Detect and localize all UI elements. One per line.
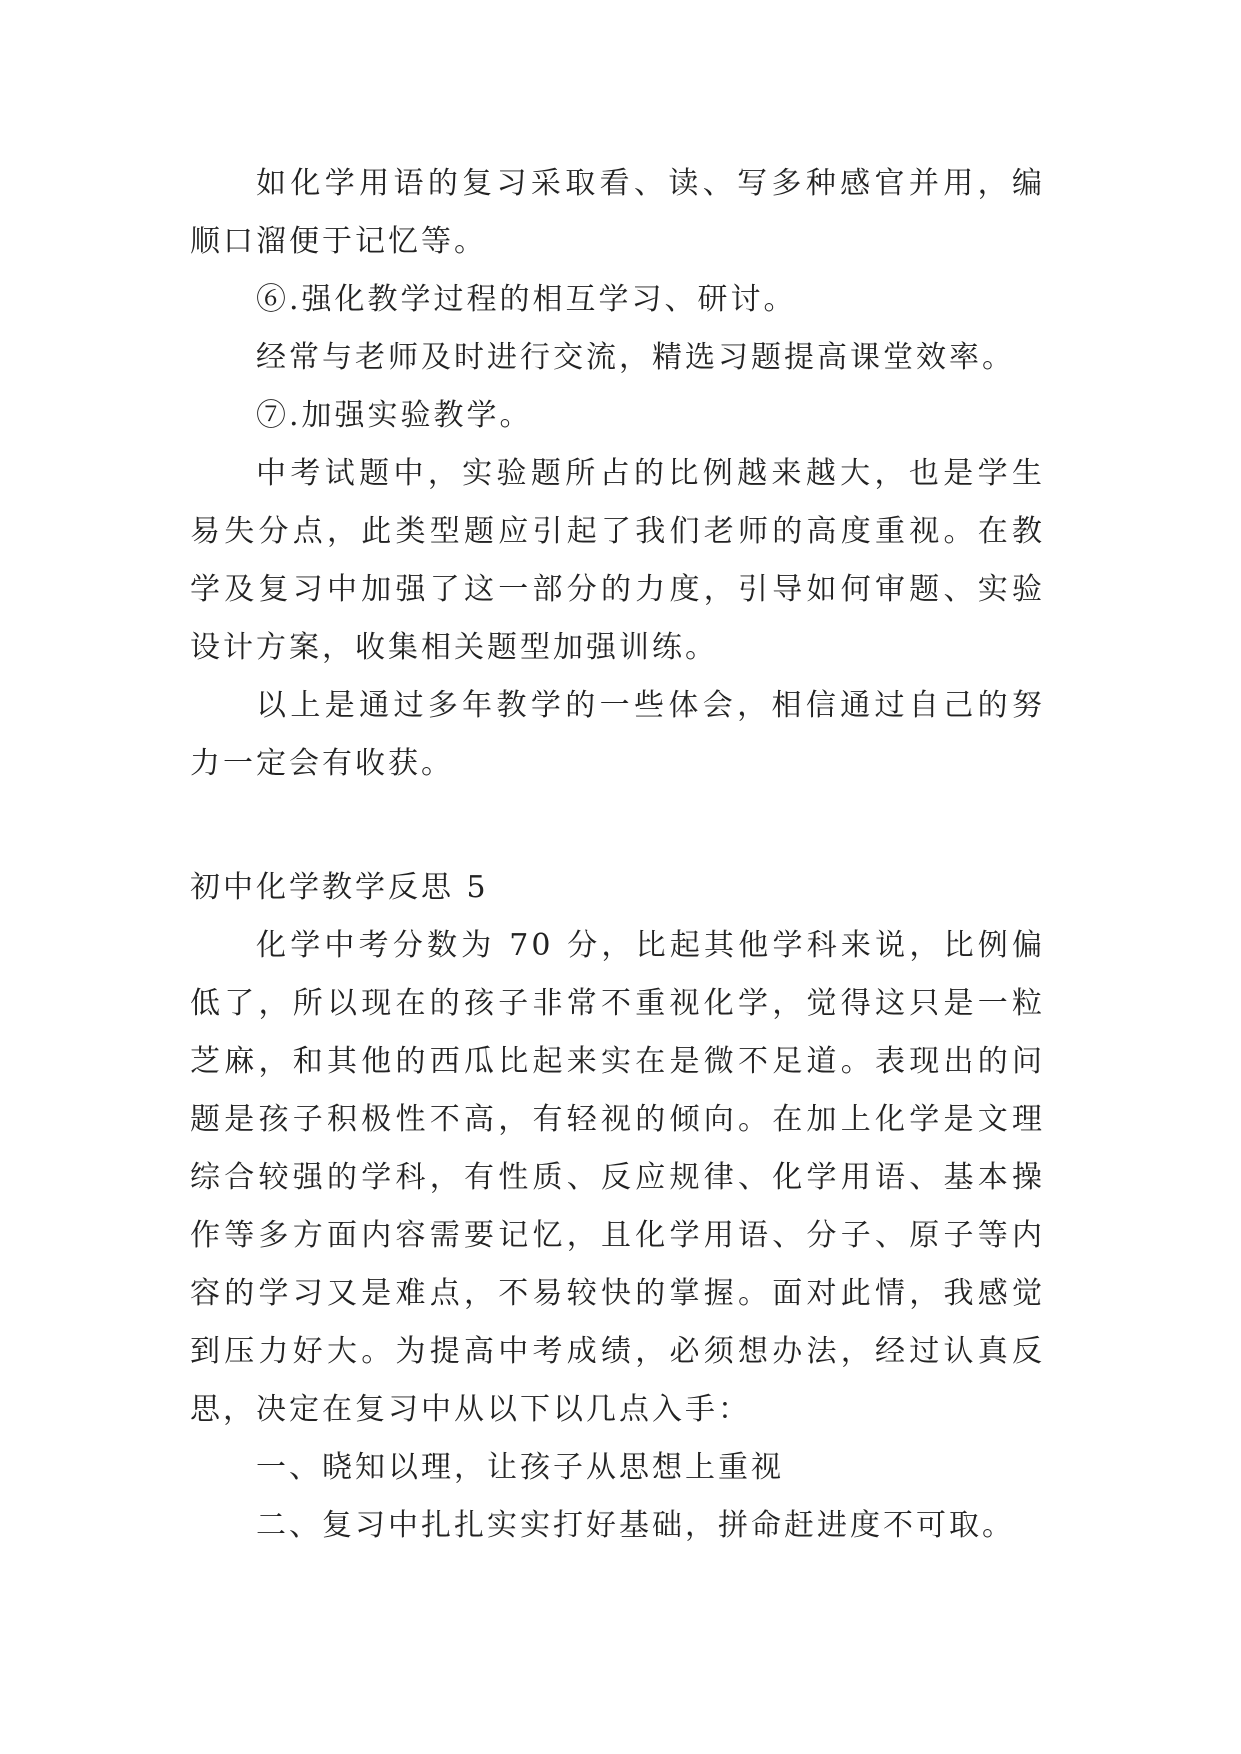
paragraph: 如化学用语的复习采取看、读、写多种感官并用，编顺口溜便于记忆等。 (190, 166, 1045, 259)
numbered-point-7: ⑦.加强实验教学。 (256, 398, 533, 433)
list-item: 二、复习中扎扎实实打好基础，拼命赶进度不可取。 (256, 1508, 1015, 1543)
numbered-point-6: ⑥.强化教学过程的相互学习、研讨。 (256, 282, 797, 317)
paragraph: 中考试题中，实验题所占的比例越来越大，也是学生易失分点，此类型题应引起了我们老师的高度重视。在教学及复习中加强了这一部分的力度，引导如何审题、实验设计方案，收集相关题型加强训练。 (190, 456, 1045, 665)
document-body (190, 155, 1045, 1555)
paragraph: 以上是通过多年教学的一些体会，相信通过自己的努力一定会有收获。 (190, 688, 1045, 781)
paragraph: 化学中考分数为 70 分，比起其他学科来说，比例偏低了，所以现在的孩子非常不重视化学，觉得这只是一粒芝麻，和其他的西瓜比起来实在是微不足道。表现出的问题是孩子积极性不高，有轻视的倾向。在加上化学是文理综合较强的学科，有性质、反应规律、化学用语、基本操作等多方面内容需要记忆，且化学用语、分子、原子等内容的学习又是难点，不易较快的掌握。面对此情，我感觉到压力好大。为提高中考成绩，必须想办法，经过认真反思，决定在复习中从以下以几点入手： (190, 928, 1045, 1427)
section-title: 初中化学教学反思 5 (190, 870, 489, 905)
paragraph: 经常与老师及时进行交流，精选习题提高课堂效率。 (256, 340, 1015, 375)
list-item: 一、晓知以理，让孩子从思想上重视 (256, 1450, 784, 1485)
